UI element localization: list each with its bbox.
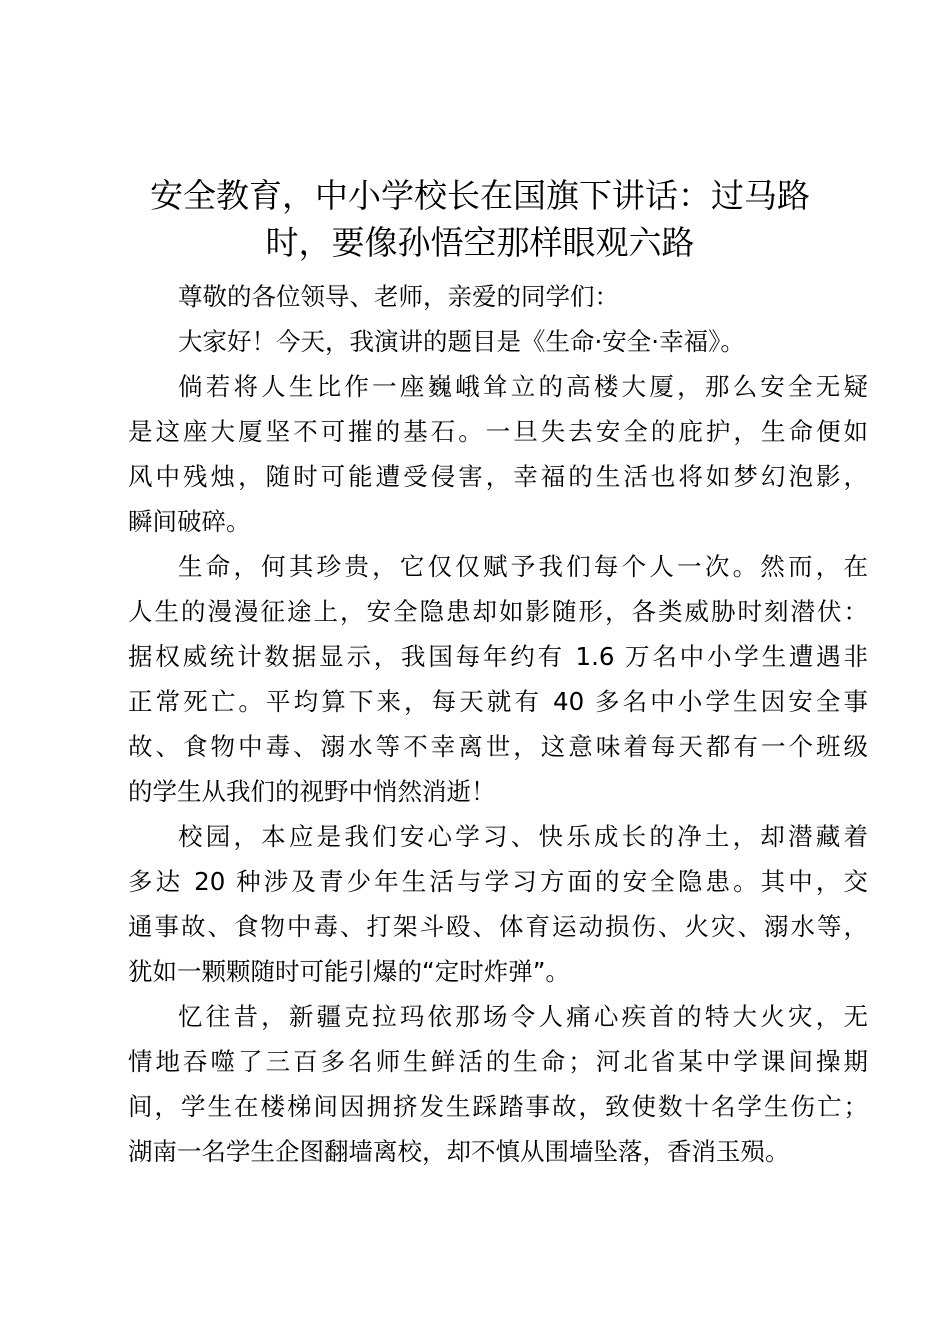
paragraph-line: 的学生从我们的视野中悄然消逝！ [128, 777, 496, 806]
body-paragraph [128, 364, 868, 544]
salutation-paragraph [128, 274, 868, 319]
paragraph-line: 多达 20 种涉及青少年生活与学习方面的安全隐患。其中，交 [128, 867, 868, 896]
paragraph-line: 湖南一名学生企图翻墙离校，却不慎从围墙坠落，香消玉殒。 [128, 1137, 790, 1166]
paragraph-line: 通事故、食物中毒、打架斗殴、体育运动损伤、火灾、溺水等， [128, 912, 868, 941]
paragraph-line: 正常死亡。平均算下来，每天就有 40 多名中小学生因安全事 [128, 687, 868, 716]
paragraph-line: 生命，何其珍贵，它仅仅赋予我们每个人一次。然而，在 [178, 552, 868, 581]
title-line: 安全教育，中小学校长在国旗下讲话：过马路 [150, 176, 810, 215]
paragraph-line: 瞬间破碎。 [128, 507, 251, 536]
paragraph-line: 尊敬的各位领导、老师，亲爱的同学们： [178, 282, 619, 311]
body-paragraph [128, 814, 868, 994]
greeting-paragraph [128, 319, 868, 364]
paragraph-line: 故、食物中毒、溺水等不幸离世，这意味着每天都有一个班级 [128, 732, 868, 761]
document-body [128, 274, 868, 1174]
paragraph-line: 据权威统计数据显示，我国每年约有 1.6 万名中小学生遭遇非 [128, 642, 868, 671]
paragraph-line: 风中残烛，随时可能遭受侵害，幸福的生活也将如梦幻泡影， [128, 462, 868, 491]
paragraph-line: 是这座大厦坚不可摧的基石。一旦失去安全的庇护，生命便如 [128, 417, 868, 446]
document-title [120, 172, 840, 266]
paragraph-line: 人生的漫漫征途上，安全隐患却如影随形，各类威胁时刻潜伏： [128, 597, 868, 626]
paragraph-line: 大家好！今天，我演讲的题目是《生命·安全·幸福》。 [178, 327, 745, 356]
paragraph-line: 犹如一颗颗随时可能引爆的“定时炸弹”。 [128, 957, 570, 986]
title-line: 时，要像孙悟空那样眼观六路 [265, 223, 695, 262]
body-paragraph [128, 994, 868, 1174]
paragraph-line: 校园，本应是我们安心学习、快乐成长的净土，却潜藏着 [178, 822, 868, 851]
body-paragraph [128, 544, 868, 814]
paragraph-line: 间，学生在楼梯间因拥挤发生踩踏事故，致使数十名学生伤亡； [128, 1092, 868, 1121]
paragraph-line: 倘若将人生比作一座巍峨耸立的高楼大厦，那么安全无疑 [178, 372, 868, 401]
paragraph-line: 情地吞噬了三百多名师生鲜活的生命；河北省某中学课间操期 [128, 1047, 868, 1076]
paragraph-line: 忆往昔，新疆克拉玛依那场令人痛心疾首的特大火灾，无 [178, 1002, 868, 1031]
